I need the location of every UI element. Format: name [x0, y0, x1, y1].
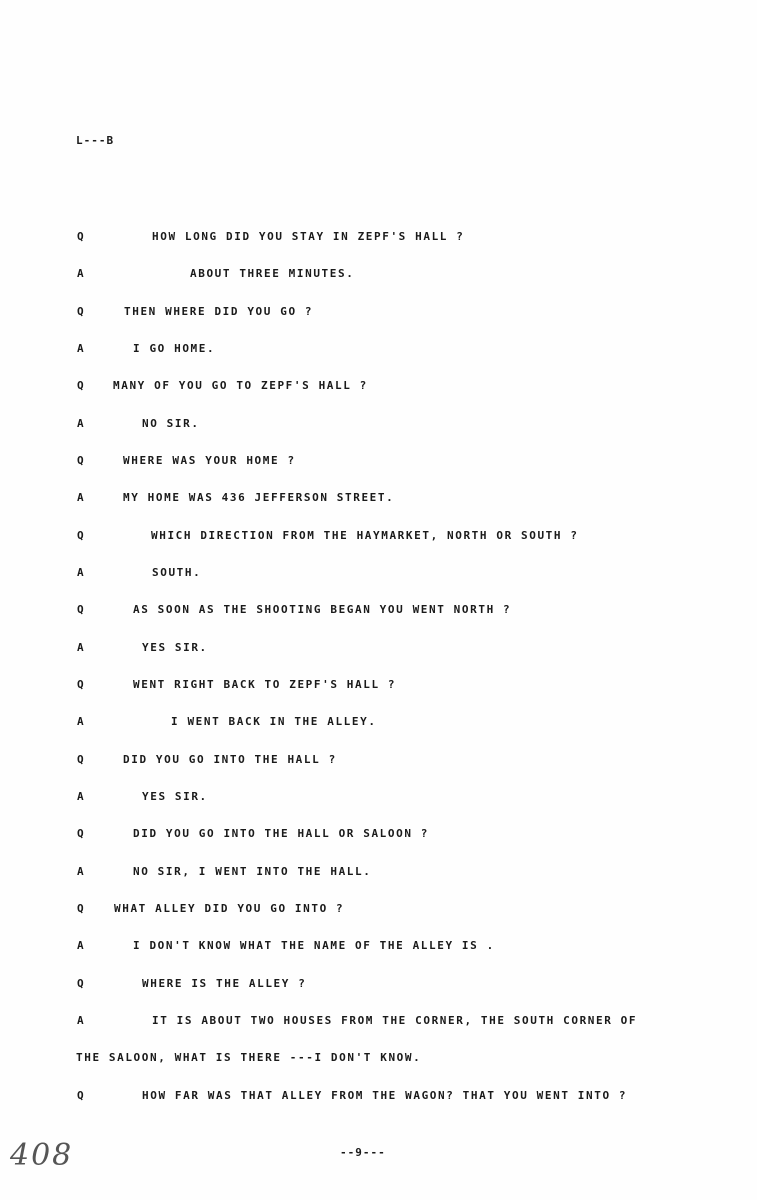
line-text: I DON'T KNOW WHAT THE NAME OF THE ALLEY IS . [133, 939, 495, 952]
speaker-label: Q [77, 379, 86, 392]
line-text: HOW LONG DID YOU STAY IN ZEPF'S HALL ? [152, 230, 465, 243]
transcript-line [0, 1014, 757, 1034]
transcript-line [0, 753, 757, 773]
speaker-label: A [77, 790, 86, 803]
line-text: WHERE WAS YOUR HOME ? [123, 454, 296, 467]
speaker-label: A [77, 641, 86, 654]
transcript-line [0, 1089, 757, 1109]
transcript-line [0, 902, 757, 922]
transcript-line [0, 529, 757, 549]
transcript-line [0, 790, 757, 810]
transcript-line [0, 342, 757, 362]
transcript-line [0, 379, 757, 399]
line-text: YES SIR. [142, 641, 208, 654]
line-text: NO SIR. [142, 417, 200, 430]
speaker-label: Q [77, 827, 86, 840]
speaker-label: A [77, 865, 86, 878]
transcript-line [0, 827, 757, 847]
speaker-label: Q [77, 529, 86, 542]
speaker-label: Q [77, 1089, 86, 1102]
transcript-line [0, 939, 757, 959]
transcript-line [0, 678, 757, 698]
transcript-line [0, 491, 757, 511]
transcript-line [0, 1051, 757, 1071]
speaker-label: A [77, 566, 86, 579]
line-text: THE SALOON, WHAT IS THERE ---I DON'T KNOW. [76, 1051, 422, 1064]
speaker-label: A [77, 342, 86, 355]
line-text: DID YOU GO INTO THE HALL ? [123, 753, 337, 766]
speaker-label: Q [77, 603, 86, 616]
line-text: WHERE IS THE ALLEY ? [142, 977, 307, 990]
line-text: MANY OF YOU GO TO ZEPF'S HALL ? [113, 379, 368, 392]
speaker-label: A [77, 417, 86, 430]
line-text: SOUTH. [152, 566, 202, 579]
speaker-label: Q [77, 678, 86, 691]
transcript-line [0, 267, 757, 287]
speaker-label: A [77, 267, 86, 280]
line-text: WENT RIGHT BACK TO ZEPF'S HALL ? [133, 678, 397, 691]
line-text: AS SOON AS THE SHOOTING BEGAN YOU WENT NORTH ? [133, 603, 512, 616]
line-text: WHICH DIRECTION FROM THE HAYMARKET, NORTH OR SOUTH ? [151, 529, 579, 542]
line-text: YES SIR. [142, 790, 208, 803]
speaker-label: Q [77, 230, 86, 243]
transcript-line [0, 977, 757, 997]
speaker-label: Q [77, 305, 86, 318]
line-text: DID YOU GO INTO THE HALL OR SALOON ? [133, 827, 430, 840]
speaker-label: A [77, 1014, 86, 1027]
line-text: I GO HOME. [133, 342, 216, 355]
line-text: I WENT BACK IN THE ALLEY. [171, 715, 377, 728]
page-header: L---B [76, 134, 115, 147]
transcript-line [0, 715, 757, 735]
transcript-line [0, 454, 757, 474]
line-text: HOW FAR WAS THAT ALLEY FROM THE WAGON? THAT YOU WENT INTO ? [142, 1089, 628, 1102]
transcript-line [0, 603, 757, 623]
speaker-label: A [77, 715, 86, 728]
transcript-line [0, 566, 757, 586]
speaker-label: Q [77, 902, 86, 915]
line-text: MY HOME WAS 436 JEFFERSON STREET. [123, 491, 395, 504]
line-text: THEN WHERE DID YOU GO ? [124, 305, 314, 318]
line-text: IT IS ABOUT TWO HOUSES FROM THE CORNER, THE SOUTH CORNER OF [152, 1014, 638, 1027]
speaker-label: Q [77, 753, 86, 766]
transcript-line [0, 865, 757, 885]
line-text: NO SIR, I WENT INTO THE HALL. [133, 865, 372, 878]
speaker-label: A [77, 939, 86, 952]
line-text: ABOUT THREE MINUTES. [190, 267, 355, 280]
speaker-label: A [77, 491, 86, 504]
speaker-label: Q [77, 454, 86, 467]
transcript-line [0, 417, 757, 437]
transcript-line [0, 641, 757, 661]
footer-mark: --9--- [340, 1146, 386, 1159]
handwritten-page-number: 408 [10, 1138, 74, 1173]
transcript-line [0, 305, 757, 325]
line-text: WHAT ALLEY DID YOU GO INTO ? [114, 902, 345, 915]
transcript-line [0, 230, 757, 250]
speaker-label: Q [77, 977, 86, 990]
